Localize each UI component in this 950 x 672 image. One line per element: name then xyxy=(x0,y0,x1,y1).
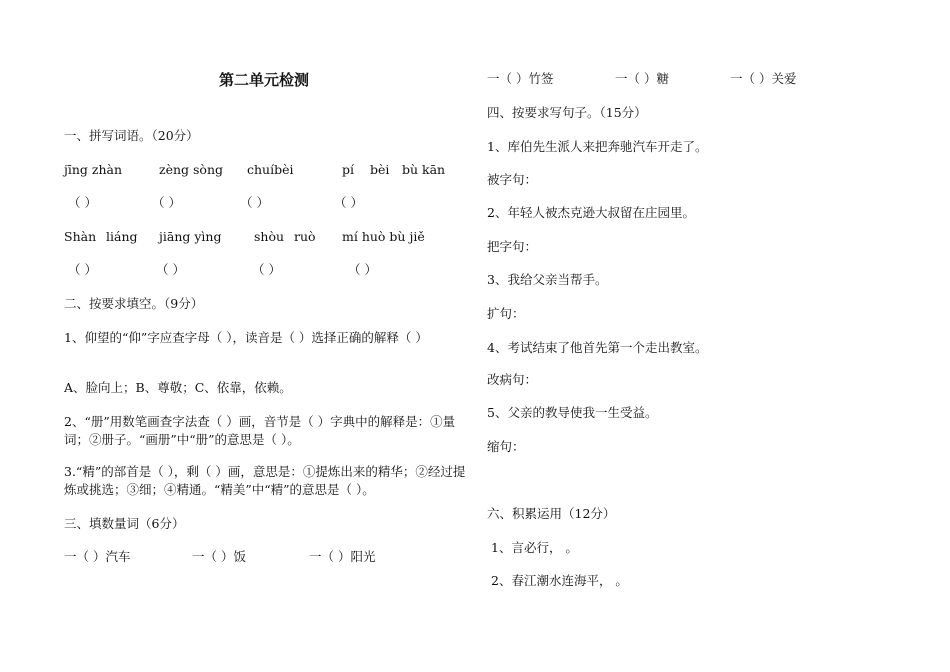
sentence-5-label: 缩句： xyxy=(487,439,525,454)
answer-blank[interactable]: （ ） xyxy=(348,262,377,277)
sentence-1: 1、库伯先生派人来把奔驰汽车开走了。 xyxy=(487,139,708,154)
section-2-heading: 二、按要求填空。（9分） xyxy=(64,296,204,311)
section-4-heading: 四、按要求写句子。（15分） xyxy=(487,105,647,120)
section-1-heading: 一、拼写词语。（20分） xyxy=(64,128,199,143)
sentence-4: 4、考试结束了他首先第一个走出教室。 xyxy=(487,340,708,355)
pinyin-item: jiāng yìng xyxy=(159,229,222,244)
accumulation-2: 2、春江潮水连海平， 。 xyxy=(491,573,628,588)
sentence-3-label: 扩句： xyxy=(487,306,525,321)
section-6-heading: 六、积累运用（12分） xyxy=(487,506,616,521)
pinyin-item: mí huò bù jiě xyxy=(342,229,425,244)
measure-word-item: 一（ ）阳光 xyxy=(309,549,376,564)
section-3-heading: 三、填数量词（6分） xyxy=(64,516,185,531)
measure-word-item: 一（ ）竹签 xyxy=(487,71,554,86)
pinyin-item: shòu xyxy=(254,229,285,244)
pinyin-item: bù kān xyxy=(402,162,446,177)
sentence-2: 2、年轻人被杰克逊大叔留在庄园里。 xyxy=(487,205,695,220)
question-3: 3.“精”的部首是（ ），剩（ ）画，意思是：①提炼出来的精华；②经过提炼或挑选；③细；④精通。“精美”中“精”的意思是（ ）。 xyxy=(64,464,466,497)
sentence-1-label: 被字句： xyxy=(487,172,538,187)
page-title: 第二单元检测 xyxy=(219,71,310,89)
accumulation-1: 1、言必行， 。 xyxy=(491,540,578,555)
question-1-options: A、脸向上；B、尊敬；C、依靠，依赖。 xyxy=(64,380,292,395)
pinyin-item: chuíbèi xyxy=(247,162,294,177)
pinyin-item: liáng xyxy=(106,229,138,244)
sentence-5: 5、父亲的教导使我一生受益。 xyxy=(487,405,658,420)
question-2: 2、“册”用数笔画查字法查（ ）画，音节是（ ）字典中的解释是：①量词；②册子。“画册”中“册”的意思是（ ）。 xyxy=(64,414,456,447)
sentence-4-label: 改病句： xyxy=(487,372,538,387)
measure-word-item: 一（ ）关爱 xyxy=(730,71,797,86)
measure-word-item: 一（ ）汽车 xyxy=(64,549,131,564)
sentence-3: 3、我给父亲当帮手。 xyxy=(487,272,608,287)
answer-blank[interactable]: （ ） xyxy=(240,195,269,210)
pinyin-item: Shàn xyxy=(64,229,97,244)
pinyin-item: bèi xyxy=(370,162,390,177)
pinyin-item: zèng sòng xyxy=(159,162,224,177)
pinyin-item: jīng zhàn xyxy=(64,162,123,177)
answer-blank[interactable]: （ ） xyxy=(68,262,97,277)
question-1: 1、仰望的“仰”字应查字母（ ），读音是（ ）选择正确的解释（ ） xyxy=(64,330,428,345)
answer-blank[interactable]: （ ） xyxy=(334,195,363,210)
measure-word-item: 一（ ）饭 xyxy=(192,549,246,564)
answer-blank[interactable]: （ ） xyxy=(252,262,281,277)
answer-blank[interactable]: （ ） xyxy=(68,195,97,210)
measure-word-item: 一（ ）糖 xyxy=(615,71,669,86)
answer-blank[interactable]: （ ） xyxy=(152,195,181,210)
sentence-2-label: 把字句： xyxy=(487,239,538,254)
answer-blank[interactable]: （ ） xyxy=(156,262,185,277)
pinyin-item: pí xyxy=(342,162,354,177)
pinyin-item: ruò xyxy=(294,229,316,244)
